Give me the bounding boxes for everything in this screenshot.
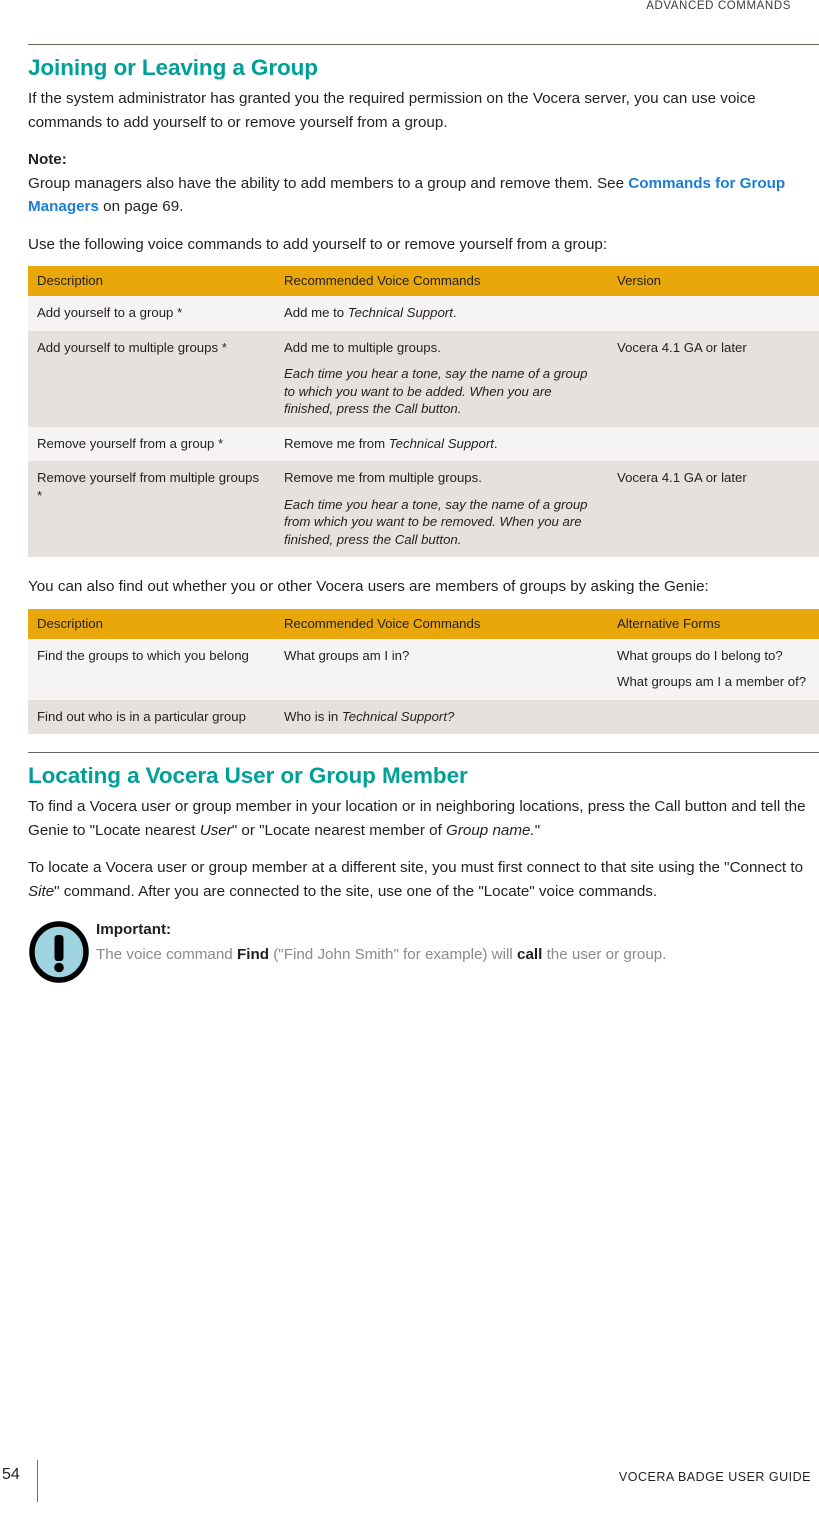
note-text-before: Group managers also have the ability to add members to a group and remove them. See bbox=[28, 174, 629, 192]
link-commands-for-group-managers[interactable]: Commands for Group Managers bbox=[28, 174, 786, 215]
section2-paragraph-1 bbox=[28, 795, 819, 842]
table-row bbox=[28, 700, 819, 735]
command-text: Remove me from bbox=[284, 435, 389, 451]
section1-lead-in: Use the following voice commands to add yourself to or remove yourself from a group: bbox=[28, 235, 608, 253]
variable-user: User bbox=[199, 821, 232, 839]
admonition-title: Important: bbox=[96, 921, 172, 938]
section-title-joining-leaving-group: Joining or Leaving a Group bbox=[28, 55, 318, 80]
column-header-recommended-voice-commands: Recommended Voice Commands bbox=[275, 266, 608, 296]
admonition-text-part: The voice command bbox=[96, 946, 237, 963]
command-tail: . bbox=[493, 435, 498, 451]
variable-group-name: Group name. bbox=[446, 821, 535, 839]
cell-version: Vocera 4.1 GA or later bbox=[608, 461, 819, 557]
cell-command bbox=[275, 461, 608, 557]
column-header-description: Description bbox=[28, 609, 275, 639]
command-text: Who is in bbox=[284, 708, 342, 724]
command-variable: Technical Support bbox=[388, 435, 494, 451]
cell-command bbox=[275, 296, 608, 331]
note-paragraph bbox=[28, 172, 819, 219]
paragraph-text: " bbox=[534, 821, 541, 839]
alternative-form-2: What groups am I a member of? bbox=[617, 674, 807, 689]
column-header-version: Version bbox=[608, 266, 819, 296]
paragraph-text: To locate a Vocera user or group member at a different site, you must first connect to that site using the "Connect to bbox=[28, 859, 804, 876]
table-row bbox=[28, 639, 819, 700]
cell-description: Remove yourself from a group * bbox=[28, 427, 275, 462]
admonition-body bbox=[92, 919, 819, 966]
cell-command: What groups am I in? bbox=[275, 639, 608, 700]
command-sub-note: Each time you hear a tone, say the name of a group from which you want to be removed. When you are finished, press the Call button. bbox=[284, 496, 588, 547]
section-rule-locating bbox=[28, 752, 819, 753]
cell-description: Find the groups to which you belong bbox=[28, 639, 275, 700]
admonition-bold-call: call bbox=[517, 946, 543, 963]
variable-site: Site bbox=[28, 882, 55, 900]
table-row bbox=[28, 461, 819, 557]
footer-divider bbox=[37, 1460, 38, 1502]
note-label: Note: bbox=[28, 151, 67, 168]
cell-version bbox=[608, 427, 819, 462]
cell-description: Find out who is in a particular group bbox=[28, 700, 275, 735]
table-header-row bbox=[28, 266, 819, 296]
column-header-alternative-forms: Alternative Forms bbox=[608, 609, 819, 639]
admonition-text-part: ("Find John Smith" for example) will bbox=[269, 946, 517, 963]
section1-intro-paragraph: If the system administrator has granted you the required permission on the Vocera server, you can use voice commands to add yourself to or remove yourself from a group. bbox=[28, 90, 756, 131]
running-head: ADVANCED COMMANDS bbox=[646, 0, 791, 12]
section2-paragraph-2 bbox=[28, 856, 819, 903]
section-title-locating-vocera-user: Locating a Vocera User or Group Member bbox=[28, 763, 468, 788]
cell-version: Vocera 4.1 GA or later bbox=[608, 331, 819, 427]
page-number: 54 bbox=[2, 1466, 20, 1483]
command-text: Remove me from multiple groups. bbox=[284, 470, 482, 485]
cell-alternative-forms bbox=[608, 700, 819, 735]
section-rule-top bbox=[28, 44, 819, 45]
page-content bbox=[28, 44, 819, 988]
table-row bbox=[28, 296, 819, 331]
paragraph-text: " command. After you are connected to the site, use one of the "Locate" voice commands. bbox=[54, 882, 658, 900]
paragraph-text: To find a Vocera user or group member in your location or in neighboring locations, press the Call button and tell the Genie to "Locate nearest bbox=[28, 798, 806, 839]
cell-command bbox=[275, 427, 608, 462]
table-group-query-commands bbox=[28, 609, 819, 735]
table-header-row bbox=[28, 609, 819, 639]
note-text-after: on page 69. bbox=[98, 198, 184, 215]
cell-command bbox=[275, 331, 608, 427]
cell-command bbox=[275, 700, 608, 735]
command-variable: Technical Support bbox=[347, 305, 453, 320]
admonition-text-part: the user or group. bbox=[542, 946, 667, 963]
table-group-membership-commands bbox=[28, 266, 819, 557]
admonition-important bbox=[28, 919, 819, 988]
cell-description: Add yourself to a group * bbox=[28, 296, 275, 331]
table-row bbox=[28, 331, 819, 427]
cell-alternative-forms bbox=[608, 639, 819, 700]
command-text: Add me to multiple groups. bbox=[284, 339, 441, 355]
cell-description: Remove yourself from multiple groups * bbox=[28, 461, 275, 557]
command-variable: Technical Support? bbox=[341, 708, 455, 724]
admonition-bold-find: Find bbox=[236, 946, 270, 963]
command-tail: . bbox=[452, 305, 457, 320]
cell-description: Add yourself to multiple groups * bbox=[28, 331, 275, 427]
section1-lead-in-2: You can also find out whether you or other Vocera users are members of groups by asking the Genie: bbox=[28, 578, 709, 595]
column-header-recommended-voice-commands: Recommended Voice Commands bbox=[275, 609, 608, 639]
paragraph-text: " or "Locate nearest member of bbox=[231, 821, 447, 839]
command-text: Add me to bbox=[284, 305, 348, 320]
table-row bbox=[28, 427, 819, 462]
admonition-text bbox=[96, 943, 819, 966]
important-exclamation-icon bbox=[28, 919, 92, 988]
alternative-form-1: What groups do I belong to? bbox=[617, 647, 783, 663]
cell-version bbox=[608, 296, 819, 331]
column-header-description: Description bbox=[28, 266, 275, 296]
command-sub-note: Each time you hear a tone, say the name of a group to which you want to be added. When you are finished, press the Call button. bbox=[284, 366, 588, 416]
footer-guide-title: VOCERA BADGE USER GUIDE bbox=[618, 1470, 811, 1484]
page-footer bbox=[0, 1460, 819, 1502]
